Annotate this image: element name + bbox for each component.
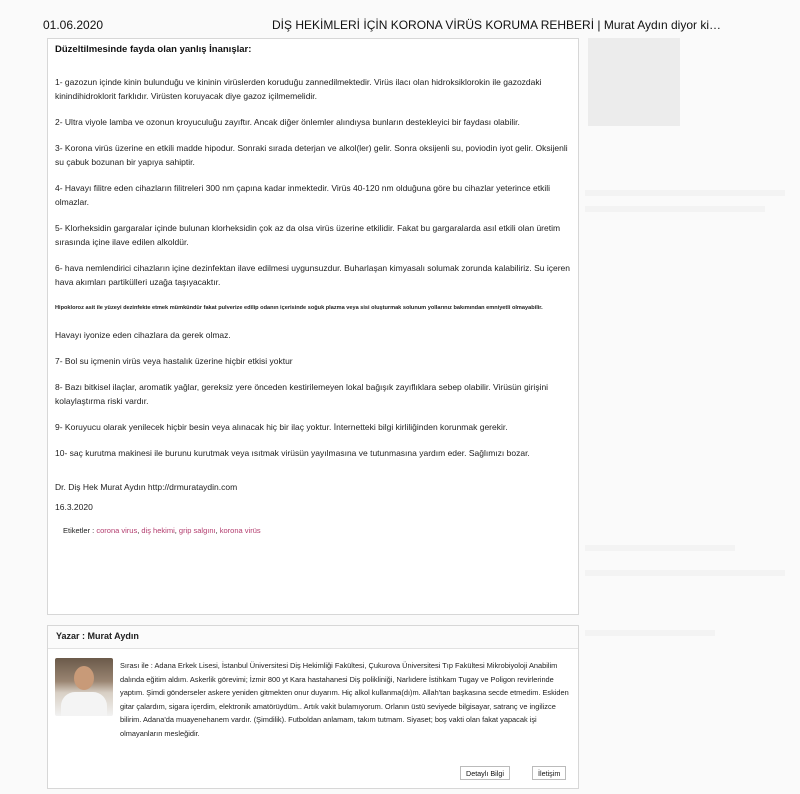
misconception-item: 4- Havayı filitre eden cihazların filitreleri 300 nm çapına kadar inmektedir. Virüs 40-120 nm olduğuna göre bu cihazlar yeterince etkili olmazlar.: [55, 183, 550, 207]
print-header: [0, 0, 800, 40]
signature: Dr. Diş Hek Murat Aydın http://drmurataydin.com: [55, 482, 238, 492]
misconception-item: 3- Korona virüs üzerine en etkili madde hipodur. Sonraki sırada deterjan ve alkol(ler) gelir. Sonra oksijenli su, poviodin iyot gelir. Oksijenli su çabuk bozunan bir yapıya sahiptir.: [55, 143, 568, 167]
ghost-line: [585, 630, 715, 636]
misconception-item: 9- Koruyucu olarak yenilecek hiçbir besin veya alınacak hiç bir ilaç yoktur. İnternetteki bilgi kirliliğinden korunmak gerekir.: [55, 422, 508, 432]
ghost-logo: [588, 38, 680, 126]
detail-button[interactable]: Detaylı Bilgi: [460, 766, 510, 780]
ghost-line: [585, 206, 765, 212]
misconception-item: 2- Ultra viyole lamba ve ozonun kroyuculuğu zayıftır. Ancak diğer önlemler alındıysa bunların destekleyici bir faydası olabilir.: [55, 117, 520, 127]
tag-link[interactable]: diş hekimi: [141, 526, 175, 535]
article-heading: Düzeltilmesinde fayda olan yanlış İnanışlar:: [55, 44, 252, 55]
print-date: 01.06.2020: [43, 18, 104, 32]
misconception-item: 5- Klorheksidin gargaralar içinde bulunan klorheksidin çok az da olsa virüs üzerine etkilidir. Fakat bu gargaralarda asıl etkili olan üretim sırasında içine ilave edilen alkoldür.: [55, 223, 561, 247]
misconception-item: 1- gazozun içinde kinin bulunduğu ve kininin virüslerden koruduğu zannedilmektedir. Virüs ilacı olan hidroksiklorokin ile gazozdaki kinindihidroklorit farklıdır. Virüsten koruyacak diye gazoz içilmemelidir.: [55, 77, 542, 101]
author-header: [48, 626, 578, 649]
print-title: DİŞ HEKİMLERİ İÇİN KORONA VİRÜS KORUMA REHBERİ | Murat Aydın diyor ki…: [272, 18, 722, 32]
article-date: 16.3.2020: [55, 502, 93, 512]
tags-row: Etiketler : corona virus, diş hekimi, grip salgını, korona virüs: [63, 526, 261, 535]
misconception-item: 7- Bol su içmenin virüs veya hastalık üzerine hiçbir etkisi yoktur: [55, 356, 293, 366]
ghost-line: [585, 190, 785, 196]
ghost-line: [585, 545, 735, 551]
misconception-item: 6- hava nemlendirici cihazların içine dezinfektan ilave edilmesi uygunsuzdur. Buharlaşan kimyasalı solumak zorunda kalabiliriz. Su içeren hava akımları partikülleri uzağa taşıyacaktır.: [55, 263, 570, 287]
misconception-item: 10- saç kurutma makinesi ile burunu kurutmak veya ısıtmak virüsün yayılmasına ve tutunmasına yardım eder. Sağlımızı bozar.: [55, 448, 530, 458]
tag-link[interactable]: corona virus: [96, 526, 138, 535]
small-note: Hipokloroz asit ile yüzeyi dezinfekte etmek mümkündür fakat pulverize edilip odanın içerisinde soğuk plazma veya sisi oluşturmak solunum yollarınız bakımından emniyetli olmayabilir.: [55, 305, 543, 311]
ghost-line: [585, 570, 785, 576]
avatar: [55, 658, 113, 716]
avatar-face: [74, 666, 94, 690]
tags-label: Etiketler :: [63, 526, 95, 535]
tag-link[interactable]: grip salgını: [178, 526, 216, 535]
misconception-item: Havayı iyonize eden cihazlara da gerek olmaz.: [55, 330, 231, 340]
author-heading: Yazar : Murat Aydın: [56, 631, 139, 641]
misconception-item: 8- Bazı bitkisel ilaçlar, aromatik yağlar, gereksiz yere önceden kestirilemeyen lokal bağışık zayıflıklara sebep olabilir. Virüsün girişini kolaylaştırma riski vardır.: [55, 382, 549, 406]
article-card: [47, 38, 579, 615]
article-body: [55, 44, 570, 535]
author-card: [47, 625, 579, 789]
author-bio: Sırası ile : Adana Erkek Lisesi, İstanbul Üniversitesi Diş Hekimliği Fakültesi, Çukurova Üniversitesi Tıp Fakültesi Mikrobiyoloji Anabilim dalında eğitim aldım. Askerlik görevimi; İzmir 800 yt Kara hastahanesi Diş polikliniği, Narlıdere İstihkam Tugay ve Poligon revirlerinde yaptım. Şimdi gönderseler askere yeniden gitmekten onur duyarım. Hiç alkol kullanma(dı)m. Allah'tan başkasına secde etmedim. Eskiden gitar çalardım, sigara içerdim, elektronik amatörüydüm.. Artık vakit bulamıyorum. Orlanın üstü seviyede bilgisayar, satranç ve ingilizce bilirim. Adana'da muayenehanem vardır. (Şimdilik). Futboldan anlamam, takım tutmam. Siyaset; boş vakti olan fakat yapacak işi olmayanların mesleğidir.: [120, 661, 569, 738]
tag-link[interactable]: korona virüs: [219, 526, 261, 535]
avatar-shirt: [61, 692, 107, 716]
contact-button[interactable]: İletişim: [532, 766, 566, 780]
